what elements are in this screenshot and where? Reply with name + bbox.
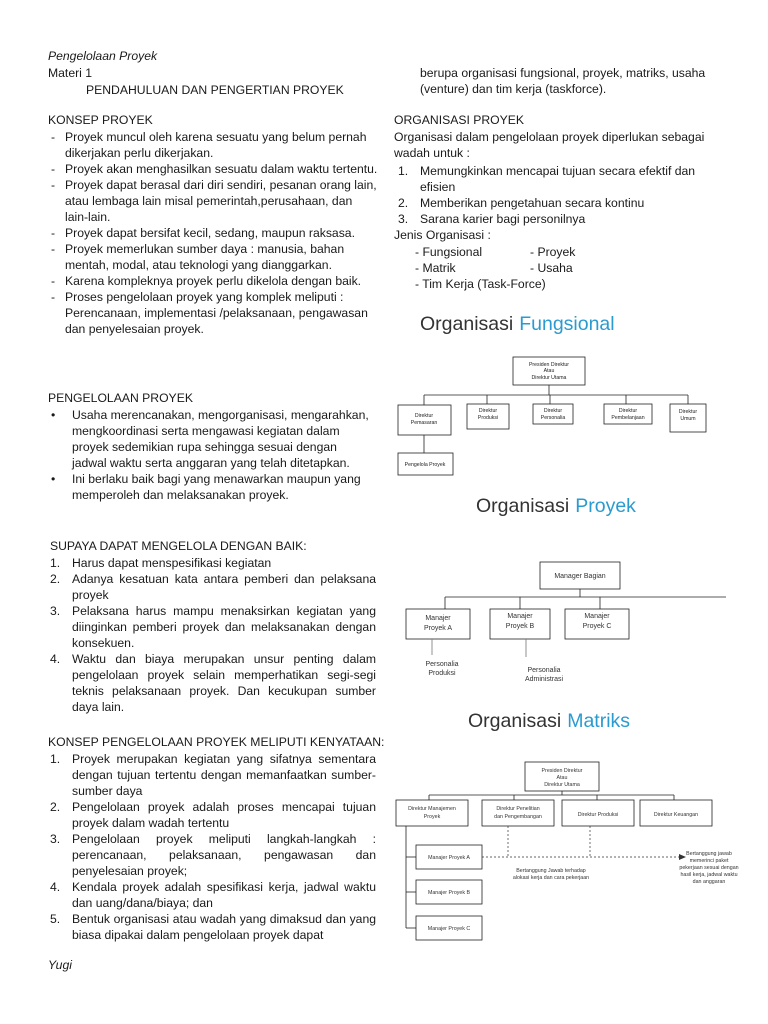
list-item: 2. Adanya kesatuan kata antara pemberi dan pelaksana proyek — [50, 572, 376, 602]
list-item: 3. Pengelolaan proyek meliputi langkah-langkah : perencanaan, pelaksanaan, pengawasan dan penyelesaian proyek; — [50, 832, 376, 878]
box-direktur-personalia-l2: Personalia — [540, 415, 566, 421]
box-direktur-personalia: Direktur — [543, 408, 563, 414]
jenis-fungsional: - Fungsional — [415, 245, 483, 259]
box-direktur-keuangan: Direktur Keuangan — [653, 812, 699, 818]
organisasi-intro: Organisasi dalam pengelolaan proyek diperlukan sebagai wadah untuk : — [394, 130, 705, 160]
box-direktur-pembelanjaan: Direktur — [618, 408, 638, 414]
list-item: - Proyek dapat berasal dari diri sendiri, pesanan orang lain, atau lembaga lain misal pemerintah,perusahaan, dan lain-lain. — [51, 178, 377, 224]
document-title: PENDAHULUAN DAN PENGERTIAN PROYEK — [86, 83, 344, 97]
jenis-label: Jenis Organisasi : — [394, 228, 491, 242]
pengelolaan-list — [48, 407, 370, 503]
list-item: - Proyek memerlukan sumber daya : manusia, bahan mentah, modal, atau teknologi yang dianggarkan. — [51, 242, 345, 272]
box-manajer-proyek-a-l2: Proyek A — [423, 625, 453, 632]
box-direktur-produksi: Direktur — [478, 408, 498, 414]
proyek-title: Organisasi Proyek — [476, 495, 636, 517]
box-manajer-proyek-c-l2: Proyek C — [582, 623, 612, 630]
list-item: 1. Harus dapat menspesifikasi kegiatan — [50, 556, 272, 570]
label-personalia-administrasi-l2: Administrasi — [524, 676, 564, 683]
box-direktur-pemasaran: Direktur — [414, 413, 434, 419]
jenis-usaha: - Usaha — [530, 261, 573, 275]
list-item: 1. Proyek merupakan kegiatan yang sifatnya sementara dengan tujuan tertentu dengan memanfaatkan sumber-sumber daya — [50, 752, 376, 798]
konsep-list — [48, 129, 378, 337]
list-item: - Proyek muncul oleh karena sesuatu yang belum pernah dikerjakan perlu dikerjakan. — [51, 130, 367, 160]
list-item: - Proses pengelolaan proyek yang komplek meliputi : Perencanaan, implementasi /pelaksanaan, pengawasan dan penyelesaian proyek. — [51, 290, 368, 336]
jenis-proyek: - Proyek — [530, 245, 576, 259]
list-item: - Proyek dapat bersifat kecil, sedang, maupun raksasa. — [51, 226, 355, 240]
jenis-matrik: - Matrik — [415, 261, 456, 275]
fungsional-title: Organisasi Fungsional — [420, 313, 615, 335]
label-personalia-administrasi: Personalia — [527, 667, 561, 674]
organisasi-heading: ORGANISASI PROYEK — [394, 113, 525, 127]
list-item: - Proyek akan menghasilkan sesuatu dalam waktu tertentu. — [51, 162, 378, 176]
list-item: 3. Pelaksana harus mampu menaksirkan kegiatan yang diinginkan pemberi proyek dan melaksanakan dengan konsekuen. — [50, 604, 376, 650]
diagram-fungsional — [390, 305, 730, 485]
list-item: 5. Bentuk organisasi atau wadah yang dimaksud dan yang biasa dipakai dalam pengelolaan proyek dapat — [50, 912, 376, 942]
box-presiden-l3: Direktur Utama — [531, 375, 567, 381]
box-manajer-proyek-b-l2: Proyek B — [505, 623, 535, 630]
list-item: 4. Waktu dan biaya merupakan unsur penting dalam pengelolaan proyek selain memperhatikan segi-segi teknis pelaksanaan proyek. Dan kecukupan sumber daya lain. — [50, 652, 376, 714]
matriks-title: Organisasi Matriks — [468, 710, 631, 732]
list-item: 2. Pengelolaan proyek adalah proses mencapai tujuan proyek dalam wadah tertentu — [50, 800, 376, 830]
box-direktur-produksi-l2: Produksi — [477, 415, 499, 421]
diagram-matriks — [390, 700, 739, 950]
label-personalia-produksi-l2: Produksi — [428, 670, 456, 677]
note-paket-pekerjaan-l3: pekerjaan sesuai dengan — [679, 865, 739, 871]
box-direktur-manajemen-proyek-l2: Proyek — [423, 814, 441, 820]
list-item: 4. Kendala proyek adalah spesifikasi kerja, jadwal waktu dan uang/dana/biaya; dan — [50, 880, 376, 910]
box-manajer-proyek-b: Manajer — [507, 613, 533, 620]
kenyataan-heading: KONSEP PENGELOLAAN PROYEK MELIPUTI KENYATAAN: — [48, 735, 385, 749]
box-presiden-matriks-l3: Direktur Utama — [544, 782, 580, 788]
box-manager-bagian: Manager Bagian — [554, 573, 606, 580]
supaya-heading: SUPAYA DAPAT MENGELOLA DENGAN BAIK: — [50, 539, 307, 553]
box-presiden: Presiden Direktur — [528, 362, 570, 368]
list-item: - Karena kompleknya proyek perlu dikelola dengan baik. — [51, 274, 362, 288]
konsep-heading: KONSEP PROYEK — [48, 113, 153, 127]
note-alokasi-kerja-l2: alokasi kerja dan cara pekerjaan — [512, 875, 590, 881]
kenyataan-list — [48, 751, 376, 943]
jenis-timkerja: - Tim Kerja (Task-Force) — [415, 277, 546, 291]
list-item: • Usaha merencanakan, mengorganisasi, mengarahkan, mengkoordinasi serta mengawasi kegiatan dalam proyek sedemikian rupa sehingga sesuai dengan jadwal waktu serta anggaran yang telah ditetapkan. — [51, 408, 369, 470]
box-manajer-proyek-a: Manajer — [425, 615, 451, 622]
box-manajer-proyek-c-matriks: Manajer Proyek C — [427, 926, 471, 932]
list-item: 2. Memberikan pengetahuan secara kontinu — [398, 196, 645, 210]
pengelolaan-heading: PENGELOLAAN PROYEK — [48, 391, 193, 405]
box-manajer-proyek-a-matriks: Manajer Proyek A — [428, 855, 470, 861]
box-direktur-umum: Direktur — [678, 409, 698, 415]
box-direktur-penelitian-l2: dan Pengembangan — [494, 814, 542, 820]
note-paket-pekerjaan-l4: hasil kerja, jadwal waktu — [680, 872, 738, 878]
box-direktur-umum-l2: Umum — [680, 416, 696, 422]
note-paket-pekerjaan: Bertanggung jawab — [686, 851, 732, 857]
arrow-icon — [679, 854, 686, 860]
label-personalia-produksi: Personalia — [425, 661, 459, 668]
note-paket-pekerjaan-l2: memerinci paket — [689, 858, 729, 864]
box-presiden-matriks-l2: Atau — [556, 775, 568, 781]
box-pengelola-proyek: Pengelola Proyek — [404, 462, 446, 468]
organisasi-list — [396, 163, 728, 227]
course-title: Pengelolaan Proyek — [48, 49, 158, 63]
box-direktur-pemasaran-l2: Pemasaran — [410, 420, 438, 426]
footer-author: Yugi — [48, 958, 72, 972]
box-manajer-proyek-c: Manajer — [584, 613, 610, 620]
box-direktur-produksi-matriks: Direktur Produksi — [577, 812, 619, 818]
box-manajer-proyek-b-matriks: Manajer Proyek B — [427, 890, 471, 896]
list-item: 3. Sarana karier bagi personilnya — [398, 212, 586, 226]
note-paket-pekerjaan-l5: dan anggaran — [692, 879, 726, 885]
box-direktur-manajemen-proyek: Direktur Manajemen — [408, 806, 456, 812]
box-direktur-penelitian: Direktur Penelitian — [496, 806, 540, 812]
list-item: 1. Memungkinkan mencapai tujuan secara efektif dan efisien — [398, 164, 696, 194]
continuation-text: berupa organisasi fungsional, proyek, matriks, usaha (venture) dan tim kerja (taskforce). — [420, 66, 706, 96]
diagram-proyek — [390, 485, 730, 690]
box-direktur-pembelanjaan-l2: Pembelanjaan — [611, 415, 645, 421]
supaya-list — [48, 555, 376, 715]
note-alokasi-kerja: Bertanggung Jawab terhadap — [516, 868, 586, 874]
materi-label: Materi 1 — [48, 66, 93, 80]
box-presiden-l2: Atau — [543, 368, 555, 374]
list-item: • Ini berlaku baik bagi yang menawarkan maupun yang memperoleh dan melaksanakan proyek. — [51, 472, 361, 502]
box-presiden-matriks: Presiden Direktur — [541, 768, 583, 774]
